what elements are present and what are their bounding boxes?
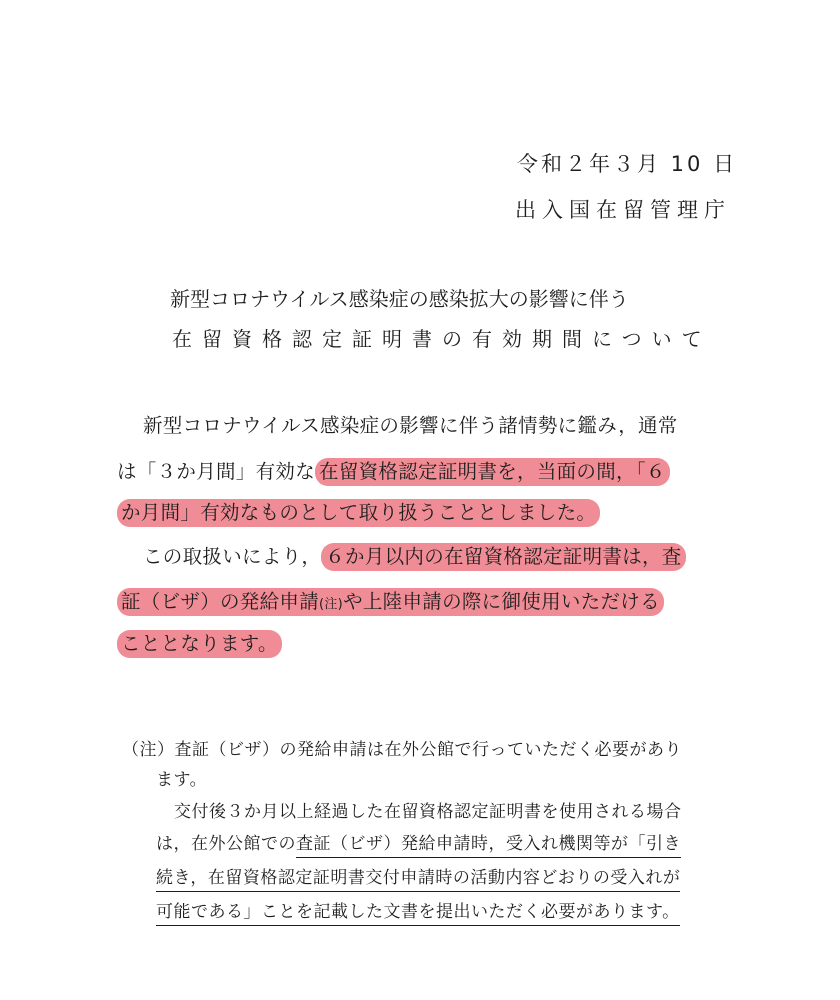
paragraph-2-text: この取扱いにより， (143, 545, 322, 568)
highlighted-text: 在留資格認定証明書を，当面の間，「６ (315, 458, 670, 486)
note-reference: (注) (319, 597, 344, 612)
highlighted-text-part: や上陸申請の際に御使用いただける (343, 590, 660, 613)
underlined-text: 査証（ビザ）発給申請時，受入れ機関等が「引き (296, 834, 681, 858)
note-line-6 (156, 897, 680, 922)
highlighted-text: か月間」有効なものとして取り扱うこととしました。 (117, 499, 600, 527)
highlighted-text: ６か月以内の在留資格認定証明書は，査 (321, 543, 685, 571)
highlighted-text-part: 証（ビザ）の発給申請 (121, 590, 320, 613)
note-line-1: （注）査証（ビザ）の発給申請は在外公館で行っていただく必要があり (122, 740, 682, 760)
paragraph-2-line-3 (117, 628, 282, 656)
paragraph-1-line-1 (143, 410, 678, 438)
paragraph-1-line-2 (117, 456, 670, 484)
paragraph-2-line-2 (117, 586, 664, 614)
note-line-3: 交付後３か月以上経過した在留資格認定証明書を使用される場合 (174, 802, 682, 822)
underlined-text: 可能である」ことを記載した文書を提出いただく必要があります。 (156, 902, 680, 926)
document-title-line-2: 在留資格認定証明書の有効期間について (172, 327, 712, 351)
paragraph-2-line-1 (143, 541, 686, 569)
highlighted-text: こととなります。 (117, 630, 282, 658)
document-title-line-1: 新型コロナウイルス感染症の感染拡大の影響に伴う (170, 287, 629, 311)
paragraph-1-text: は「３か月間」有効な (117, 460, 316, 483)
paragraph-1-line-3 (117, 497, 600, 525)
note-text: は，在外公館での (156, 834, 296, 854)
note-line-2: ます。 (156, 770, 208, 790)
underlined-text: 続き，在留資格認定証明書交付申請時の活動内容どおりの受入れが (156, 868, 680, 892)
document-date: 令和２年３月 10 日 (517, 152, 738, 176)
note-line-5 (156, 863, 680, 888)
highlighted-text (117, 588, 664, 616)
note-line-4 (156, 829, 681, 854)
issuing-agency: 出入国在留管理庁 (515, 198, 731, 222)
paragraph-1-text: 新型コロナウイルス感染症の影響に伴う諸情勢に鑑み，通常 (143, 414, 678, 437)
